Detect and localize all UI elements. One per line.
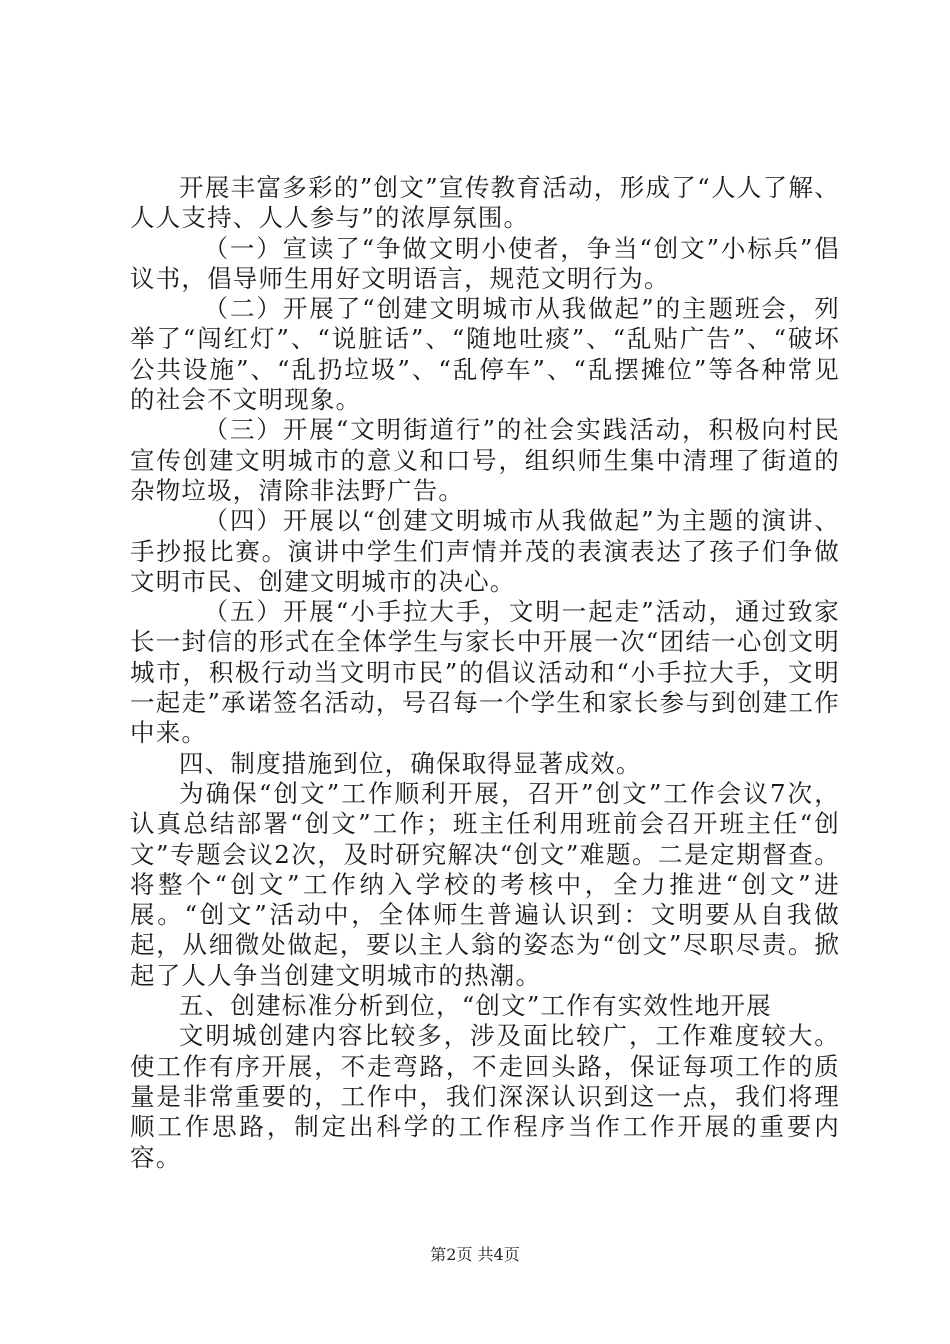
section-heading-5: 五、创建标准分析到位，“创文”工作有实效性地开展 <box>179 991 772 1021</box>
paragraph-intro: 开展丰富多彩的”创文”宣传教育活动，形成了“人人了解、人人支持、人人参与”的浓厚氛围。 <box>130 173 840 233</box>
paragraph-item-2: （二）开展了“创建文明城市从我做起”的主题班会，列举了“闯红灯”、“说脏话”、“随地吐痰”、“乱贴广告”、“破坏公共设施”、“乱扔垃圾”、“乱停车”、“乱摆摊位”等各种常见的社会不文明现象。 <box>130 294 840 415</box>
paragraph-section-4: 为确保“创文”工作顺利开展，召开”创文”工作会议7次，认真总结部署“创文”工作；班主任利用班前会召开班主任“创文”专题会议2次，及时研究解决“创文”难题。二是定期督查。将整个“创文”工作纳入学校的考核中，全力推进“创文”进展。“创文”活动中，全体师生普遍认识到：文明要从自我做起，从细微处做起，要以主人翁的姿态为“创文”尽职尽责。掀起了人人争当创建文明城市的热潮。 <box>130 778 840 990</box>
paragraph-item-1: （一）宣读了“争做文明小使者，争当“创文”小标兵”倡议书，倡导师生用好文明语言，规范文明行为。 <box>130 233 840 293</box>
section-heading-4: 四、制度措施到位，确保取得显著成效。 <box>179 748 642 778</box>
page-number-label: 第2页 共4页 <box>430 1245 520 1264</box>
page-footer <box>0 1245 950 1265</box>
document-body <box>130 173 840 1173</box>
paragraph-section-5: 文明城创建内容比较多，涉及面比较广，工作难度较大。使工作有序开展，不走弯路，不走回头路，保证每项工作的质量是非常重要的，工作中，我们深深认识到这一点，我们将理顺工作思路，制定出科学的工作程序当作工作开展的重要内容。 <box>130 1021 840 1172</box>
paragraph-item-3: （三）开展“文明街道行”的社会实践活动，积极向村民宣传创建文明城市的意义和口号，组织师生集中清理了街道的杂物垃圾，清除非法野广告。 <box>130 415 840 505</box>
paragraph-item-4: （四）开展以“创建文明城市从我做起”为主题的演讲、手抄报比赛。演讲中学生们声情并茂的表演表达了孩子们争做文明市民、创建文明城市的决心。 <box>130 506 840 596</box>
paragraph-item-5: （五）开展“小手拉大手，文明一起走”活动，通过致家长一封信的形式在全体学生与家长中开展一次“团结一心创文明城市，积极行动当文明市民”的倡议活动和“小手拉大手，文明一起走”承诺签名活动，号召每一个学生和家长参与到创建工作中来。 <box>130 597 840 748</box>
